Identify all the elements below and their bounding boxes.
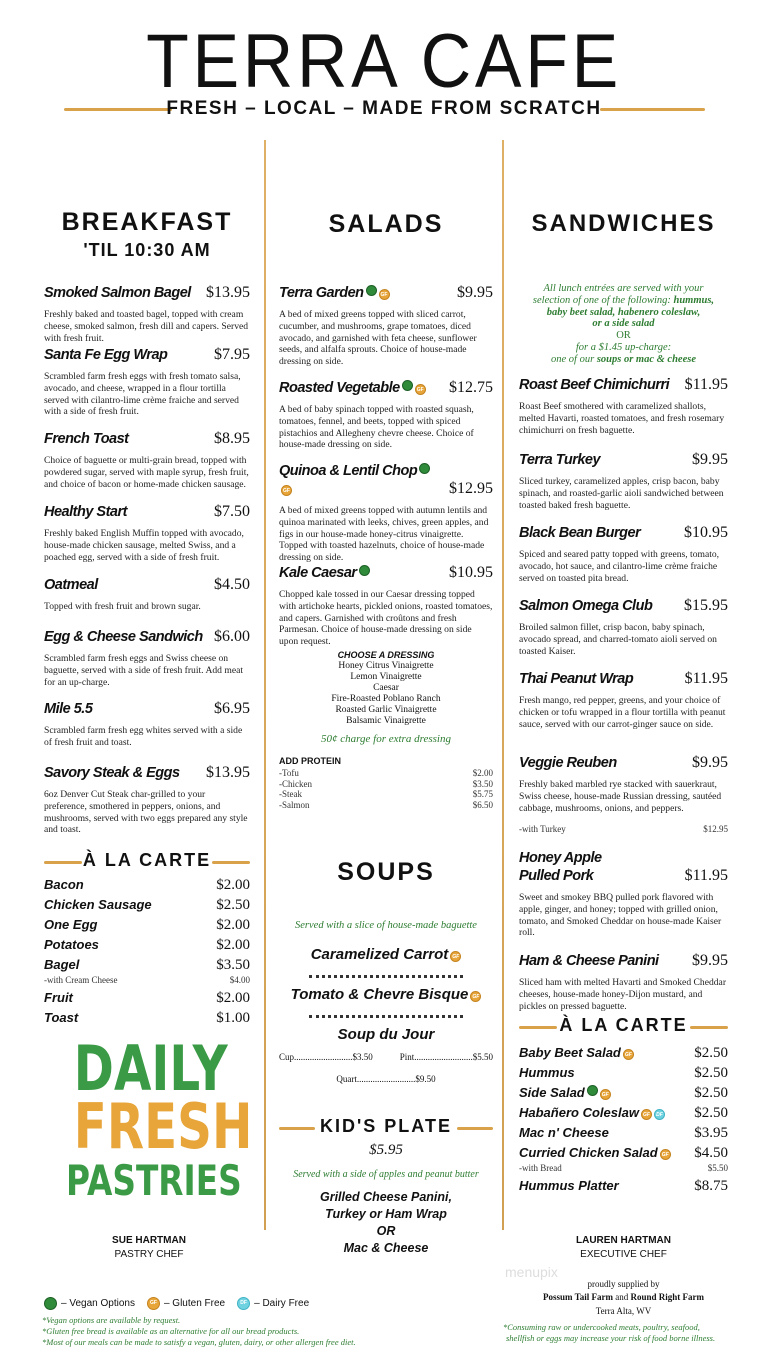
item-name: Healthy Start <box>44 504 127 520</box>
item-name: Curried Chicken Salad <box>519 1145 658 1160</box>
note-line: All lunch entrées are served with your <box>543 283 704 294</box>
item-description: A bed of mixed greens topped with autumn lentils and quinoa marinated with leeks, chives, green apples, and figs in our house-made honey-citrus vinaigrette. Topped with toasted hazelnuts, choice of house-made dressing on side. <box>279 505 489 564</box>
item-price: $13.95 <box>206 764 250 781</box>
menu-item <box>44 430 250 503</box>
supplier-farms <box>509 1292 738 1302</box>
item-header <box>44 628 250 646</box>
item-title <box>519 1065 575 1081</box>
salads-soups-column <box>279 0 493 1365</box>
note-line: OR <box>616 330 631 342</box>
item-title <box>519 952 659 970</box>
footnote: *Vegan options are available by request. <box>42 1315 181 1325</box>
item-price: $13.95 <box>206 284 250 301</box>
item-title <box>279 284 390 302</box>
item-name: Egg & Cheese Sandwich <box>44 629 203 645</box>
kids-option: Turkey or Ham Wrap <box>325 1207 447 1221</box>
dressing-option: Roasted Garlic Vinaigrette <box>335 705 437 715</box>
item-name: Terra Garden <box>279 285 364 301</box>
item-description: Scrambled farm fresh eggs and Swiss cheese on baguette, served with a side of fresh fruit. Add meat for an up-charge. <box>44 653 244 688</box>
item-price: $2.50 <box>216 897 250 913</box>
item-header <box>519 451 728 469</box>
item-price: $6.00 <box>214 628 250 645</box>
item-title <box>519 597 652 615</box>
item-option <box>519 1163 728 1173</box>
menu-item <box>519 754 728 849</box>
protein-price: $6.50 <box>472 799 493 810</box>
ala-carte-item <box>519 1105 728 1121</box>
sandwiches-column <box>505 0 728 1365</box>
protein-name: -Tofu <box>279 768 299 778</box>
dressing-option: Fire-Roasted Poblano Ranch <box>331 694 441 704</box>
item-description: Scrambled farm fresh egg whites served with a side of fresh fruit and toast. <box>44 725 243 748</box>
item-title <box>519 1145 671 1161</box>
item-title <box>44 897 152 913</box>
item-name: Side Salad <box>519 1085 585 1100</box>
item-name: Potatoes <box>44 937 99 952</box>
item-price: $2.00 <box>216 917 250 933</box>
item-price: $2.50 <box>694 1065 728 1081</box>
option-label: -with Turkey <box>519 824 566 835</box>
item-price: $2.50 <box>694 1085 728 1101</box>
exec-chef-title: EXECUTIVE CHEF <box>580 1249 667 1260</box>
item-title <box>279 564 370 582</box>
item-header <box>519 849 728 885</box>
soup-size-quart: Quart..........................$9.50 <box>336 1074 436 1084</box>
item-price: $12.95 <box>449 480 493 497</box>
menu-item <box>44 576 250 628</box>
soup-item <box>279 986 493 1003</box>
option-price: $4.00 <box>229 975 250 985</box>
item-price: $2.00 <box>216 937 250 953</box>
item-title <box>44 628 203 646</box>
ala-carte-item <box>44 917 250 933</box>
dairy-free-icon: DF <box>237 1297 250 1310</box>
item-header <box>44 700 250 718</box>
kids-option: Grilled Cheese Panini, <box>320 1190 452 1204</box>
item-description: Scrambled farm fresh eggs with fresh tomato salsa, avocado, and cheese, wrapped in a flour tortilla served with cilantro-lime crème fraiche and served with a side of fresh fruit. <box>44 371 241 418</box>
protein-option <box>279 779 493 789</box>
note-line <box>511 295 736 307</box>
item-price: $4.50 <box>214 576 250 593</box>
item-name: Hummus Platter <box>519 1178 619 1193</box>
section-title-ala-carte: À LA CARTE <box>82 850 212 870</box>
menu-item <box>519 849 728 952</box>
item-description: Sliced turkey, caramelized apples, crisp bacon, baby spinach, and roasted-garlic aioli sandwiched between toasted baked fresh baguette. <box>519 476 724 511</box>
item-description: 6oz Denver Cut Steak char-grilled to your preference, smothered in peppers, onions, and mushrooms, served with two eggs prepared any style and toast. <box>44 789 248 836</box>
item-name: French Toast <box>44 431 129 447</box>
pastries-fresh: FRESH <box>73 1090 253 1163</box>
item-name: Kale Caesar <box>279 564 357 581</box>
breakfast-items <box>44 284 250 836</box>
menu-item <box>519 670 728 754</box>
item-name: Bacon <box>44 877 84 892</box>
item-price: $1.00 <box>216 1010 250 1026</box>
dressing-option: Lemon Vinaigrette <box>350 672 422 682</box>
protein-option <box>279 800 493 810</box>
item-name: Mac n' Cheese <box>519 1125 609 1140</box>
item-price: $4.50 <box>694 1145 728 1161</box>
item-price: $9.95 <box>692 451 728 468</box>
kids-option: Mac & Cheese <box>343 1241 429 1255</box>
item-title <box>44 917 97 933</box>
item-price: $10.95 <box>449 563 493 581</box>
vegan-leaf-icon <box>402 380 413 391</box>
item-name: Smoked Salmon Bagel <box>44 285 191 301</box>
soup-size-cup: Cup..........................$3.50 <box>279 1052 373 1062</box>
ala-carte-item <box>519 1145 728 1161</box>
item-price: $9.95 <box>692 952 728 969</box>
item-title <box>519 849 644 885</box>
protein-name: -Steak <box>279 789 302 799</box>
item-description: Roast Beef smothered with caramelized shallots, melted Havarti, roasted tomatoes, and fresh rosemary chimichurri on fresh baguette. <box>519 401 725 436</box>
item-price: $9.95 <box>692 754 728 771</box>
item-price: $3.95 <box>694 1125 728 1141</box>
item-title <box>44 877 84 893</box>
ala-carte-item <box>44 957 250 973</box>
item-name: Terra Turkey <box>519 452 601 468</box>
option-price: $12.95 <box>703 824 728 835</box>
item-description: Freshly baked English Muffin topped with avocado, house-made chicken sausage, melted Swiss, and a poached egg, served with a side of fresh fruit. <box>44 528 244 563</box>
item-name: Savory Steak & Eggs <box>44 765 180 781</box>
soups-note: Served with a slice of house-made baguette <box>295 920 477 931</box>
farm-name: Possum Tail Farm <box>542 1292 613 1302</box>
item-description: Spiced and seared patty topped with greens, tomato, avocado, hot sauce, and cilantro-lime crème fraiche served on toasted pita bread. <box>519 549 720 584</box>
item-header <box>44 284 250 302</box>
note-text: one of our <box>551 353 597 365</box>
gluten-free-icon: GF <box>379 289 390 300</box>
menu-item <box>44 764 250 836</box>
item-option <box>519 824 728 836</box>
item-title <box>44 700 92 718</box>
gluten-free-icon: GF <box>470 991 481 1002</box>
item-header <box>44 764 250 782</box>
item-title <box>519 1085 611 1101</box>
item-title <box>44 957 79 973</box>
item-header <box>279 462 493 498</box>
item-title <box>519 670 633 688</box>
exec-chef-name: LAUREN HARTMAN <box>576 1235 671 1246</box>
soup-name: Soup du Jour <box>337 1026 435 1043</box>
item-name: Bagel <box>44 957 80 972</box>
item-title <box>279 379 426 397</box>
option-price: $5.50 <box>707 1163 728 1173</box>
item-header <box>44 503 250 521</box>
section-title-kids: KID'S PLATE <box>320 1116 452 1136</box>
item-name: Hummus <box>519 1065 575 1080</box>
item-title <box>519 451 600 469</box>
item-title <box>519 1125 609 1141</box>
item-header <box>279 379 493 397</box>
soup-name: Caramelized Carrot <box>310 946 449 963</box>
item-price: $10.95 <box>684 524 728 541</box>
protein-price: $3.50 <box>472 778 493 789</box>
breakfast-hours: 'TIL 10:30 AM <box>83 240 211 260</box>
item-price: $11.95 <box>684 670 728 687</box>
tagline: FRESH – LOCAL – MADE FROM SCRATCH <box>166 98 602 119</box>
item-name: Veggie Reuben <box>519 755 617 771</box>
item-price: $2.00 <box>216 990 250 1006</box>
ala-carte-item <box>519 1125 728 1141</box>
note-line: or a side salad <box>592 318 655 330</box>
dotted-separator <box>309 975 463 978</box>
vegan-leaf-icon <box>419 463 430 474</box>
item-price: $7.50 <box>214 503 250 520</box>
ala-carte-item <box>44 877 250 893</box>
gluten-free-icon: GF <box>281 485 292 496</box>
item-description: Sweet and smokey BBQ pulled pork flavored with apple, ginger, and honey; topped with grilled onion, tomato, and Smoked Cheddar on house-made Kaiser roll. <box>519 892 722 939</box>
item-name: One Egg <box>44 917 98 932</box>
menu-item <box>519 597 728 670</box>
supplier-intro: proudly supplied by <box>587 1279 660 1289</box>
item-price: $9.95 <box>457 284 493 301</box>
item-header <box>279 284 493 302</box>
section-title-lunch-ala-carte: À LA CARTE <box>559 1015 688 1035</box>
item-price: $7.95 <box>214 346 250 363</box>
restaurant-title: TERRA CAFE <box>146 19 622 104</box>
pastry-chef-name: SUE HARTMAN <box>112 1235 186 1246</box>
pastry-chef-title: PASTRY CHEF <box>114 1249 184 1260</box>
lunch-sides-note <box>511 283 736 366</box>
item-header <box>279 564 493 582</box>
item-price: $11.95 <box>684 867 728 884</box>
protein-option <box>279 768 493 778</box>
sandwich-items <box>519 376 728 1012</box>
menu-item <box>519 376 728 451</box>
protein-price: $5.75 <box>472 789 493 799</box>
item-description: Topped with fresh fruit and brown sugar. <box>44 601 201 612</box>
item-title <box>44 284 191 302</box>
item-price: $6.95 <box>214 700 250 717</box>
soup-size-pint: Pint..........................$5.50 <box>399 1052 493 1062</box>
note-line <box>511 354 736 366</box>
item-title <box>519 1178 619 1194</box>
salad-items <box>279 284 493 648</box>
pastries-daily: DAILY <box>73 1032 228 1105</box>
gluten-free-icon: GF <box>623 1049 634 1060</box>
item-title <box>44 430 129 448</box>
item-name: Mile 5.5 <box>44 701 93 717</box>
soup-name: Tomato & Chevre Bisque <box>290 986 469 1003</box>
note-text: selection of one of the following: <box>532 294 674 306</box>
gluten-free-icon: GF <box>147 1297 160 1310</box>
item-title <box>44 503 127 521</box>
protein-name: -Salmon <box>279 799 310 810</box>
legend-dairy-free: – Dairy Free <box>254 1298 310 1309</box>
item-name: Oatmeal <box>44 577 98 593</box>
food-safety-warning: shellfish or eggs may increase your risk of food borne illness. <box>506 1333 716 1343</box>
item-name: Fruit <box>44 990 73 1005</box>
ala-carte-item <box>519 1085 728 1101</box>
item-header <box>44 430 250 448</box>
food-safety-warning: *Consuming raw or undercooked meats, poultry, seafood, <box>503 1322 700 1332</box>
farm-name: Round Right Farm <box>630 1292 705 1302</box>
menu-item <box>44 503 250 576</box>
item-header <box>519 597 728 615</box>
menu-item <box>519 524 728 597</box>
item-name: Chicken Sausage <box>44 897 152 912</box>
dietary-legend <box>42 1297 309 1310</box>
vegan-leaf-icon <box>44 1297 57 1310</box>
item-description: A bed of baby spinach topped with roasted squash, tomatoes, fennel, and beets, topped with spiced pistachios and Allegheny chevre cheese. Choice of house-made dressing on side. <box>279 404 474 451</box>
kids-price: $5.95 <box>369 1142 403 1158</box>
note-line: baby beet salad, habenero coleslaw, <box>546 306 701 318</box>
item-header <box>519 376 728 394</box>
item-title <box>519 376 669 394</box>
note-line: for a $1.45 up-charge: <box>575 341 672 353</box>
menu-item <box>519 952 728 1012</box>
ala-carte-item <box>44 937 250 953</box>
menu-item <box>44 700 250 764</box>
soup-item <box>279 946 493 963</box>
item-price: $2.00 <box>216 877 250 893</box>
dressing-option: Caesar <box>373 683 399 693</box>
gluten-free-icon: GF <box>415 384 426 395</box>
legend-vegan: – Vegan Options <box>61 1298 135 1309</box>
item-price: $8.75 <box>694 1178 728 1194</box>
menu-item <box>44 284 250 346</box>
ala-carte-item <box>519 1045 728 1061</box>
item-header <box>519 670 728 688</box>
gluten-free-icon: GF <box>450 951 461 962</box>
gluten-free-icon: GF <box>660 1149 671 1160</box>
pastries-pastries: PASTRIES <box>66 1156 242 1205</box>
item-name: Habañero Coleslaw <box>519 1105 639 1120</box>
item-name: Santa Fe Egg Wrap <box>44 347 168 363</box>
item-header <box>519 754 728 772</box>
protein-name: -Chicken <box>279 778 312 789</box>
menu-item <box>44 346 250 430</box>
kids-note: Served with a side of apples and peanut butter <box>293 1169 479 1180</box>
vegan-leaf-icon <box>587 1085 598 1096</box>
item-description: Sliced ham with melted Havarti and Smoked Cheddar cheeses, house-made honey-Dijon mustard, and pickles on pressed baguette. <box>519 977 727 1012</box>
item-title <box>44 937 99 953</box>
ala-carte-item <box>44 1010 250 1026</box>
option-label: -with Bread <box>519 1163 562 1173</box>
menu-item <box>279 379 493 462</box>
dressing-option: Balsamic Vinaigrette <box>346 716 426 726</box>
footnote: *Gluten free bread is available as an alternative for all our bread products. <box>42 1326 300 1336</box>
kids-option: OR <box>376 1224 396 1238</box>
item-price: $2.50 <box>694 1105 728 1121</box>
item-name: Black Bean Burger <box>519 525 641 541</box>
menu-item <box>44 628 250 700</box>
item-price: $8.95 <box>214 430 250 447</box>
item-description: Choice of baguette or multi-grain bread, topped with powdered sugar, served with maple syrup, fresh fruit, and choice of bacon or home-made chicken sausage. <box>44 455 249 490</box>
item-option <box>44 975 250 985</box>
dotted-separator <box>309 1015 463 1018</box>
and-text: and <box>613 1292 631 1302</box>
vegan-leaf-icon <box>366 285 377 296</box>
item-title <box>519 524 640 542</box>
item-description: Broiled salmon fillet, crisp bacon, baby spinach, avocado spread, and charred-tomato aioli served on toasted Kaiser. <box>519 622 717 657</box>
ala-carte-item <box>519 1065 728 1081</box>
item-header <box>44 576 250 594</box>
item-header <box>44 346 250 364</box>
item-price: $3.50 <box>216 957 250 973</box>
menu-item <box>279 564 493 648</box>
section-title-sandwiches: SANDWICHES <box>531 210 716 237</box>
gluten-free-icon: GF <box>641 1109 652 1120</box>
item-title <box>279 462 443 498</box>
section-title-soups: SOUPS <box>337 858 435 886</box>
item-name: Quinoa & Lentil Chop <box>279 463 418 479</box>
menu-item <box>519 451 728 524</box>
dairy-free-icon: DF <box>654 1109 665 1120</box>
gluten-free-icon: GF <box>600 1089 611 1100</box>
item-name: Roast Beef Chimichurri <box>519 377 670 393</box>
column-divider <box>264 140 266 1230</box>
dressing-title: CHOOSE A DRESSING <box>337 650 435 660</box>
ala-carte-item <box>519 1178 728 1194</box>
note-bold: soups or mac & cheese <box>596 353 696 365</box>
item-description: Chopped kale tossed in our Caesar dressing topped with artichoke hearts, pickled onions, roasted tomatoes, and capers. Garnished with croûtons and fresh Parmesan. Choice of house-made dressing on side upon request. <box>279 588 493 648</box>
soup-item <box>279 1026 493 1043</box>
item-name: Thai Peanut Wrap <box>519 671 634 687</box>
section-title-breakfast: BREAKFAST <box>61 208 233 236</box>
item-description: Freshly baked and toasted bagel, topped with cream cheese, smoked salmon, fresh dill and capers. Served with fresh fruit. <box>44 309 249 344</box>
menu-item <box>279 284 493 379</box>
item-price: $12.75 <box>449 379 493 396</box>
supplier-location: Terra Alta, WV <box>595 1306 652 1316</box>
item-description: A bed of mixed greens topped with sliced carrot, cucumber, and mushrooms, grape tomatoes, diced avocado, and garnished with feta cheese, sunflower seeds, and alfalfa sprouts. Choice of house-made dressing on side. <box>279 309 477 368</box>
item-name: Roasted Vegetable <box>279 380 400 396</box>
item-title <box>44 990 73 1006</box>
item-title <box>519 1105 665 1121</box>
footnote: *Most of our meals can be made to satisfy a vegan, gluten, dairy, or other allergen free diet. <box>42 1337 356 1347</box>
column-divider <box>502 140 504 1230</box>
item-name: Ham & Cheese Panini <box>519 953 659 969</box>
vegan-leaf-icon <box>359 565 370 576</box>
protein-option <box>279 789 493 799</box>
item-header <box>519 952 728 970</box>
legend-gluten-free: – Gluten Free <box>163 1298 226 1309</box>
section-title-salads: SALADS <box>328 210 444 238</box>
item-title <box>519 754 617 772</box>
breakfast-column <box>44 0 253 1365</box>
ala-carte-item <box>44 897 250 913</box>
item-price: $2.50 <box>694 1045 728 1061</box>
protein-price: $2.00 <box>472 768 493 778</box>
item-title <box>519 1045 634 1061</box>
dressing-option: Honey Citrus Vinaigrette <box>338 661 434 671</box>
item-title <box>44 346 167 364</box>
item-price: $11.95 <box>684 376 728 393</box>
item-title <box>44 764 180 782</box>
ala-carte-item <box>44 990 250 1006</box>
item-name: Toast <box>44 1010 79 1025</box>
item-price: $15.95 <box>684 597 728 614</box>
watermark: menupix <box>505 1264 558 1280</box>
item-name: Honey Apple Pulled Pork <box>519 850 602 884</box>
item-description: Fresh mango, red pepper, greens, and your choice of chicken or tofu wrapped in a flour tortilla with peanut sauce, served with our carrot-ginger sauce on side. <box>519 695 726 730</box>
option-label: -with Cream Cheese <box>44 975 118 985</box>
protein-title: ADD PROTEIN <box>279 756 342 766</box>
menu-item <box>279 462 493 564</box>
item-name: Baby Beet Salad <box>519 1045 621 1060</box>
item-header <box>519 524 728 542</box>
note-bold: hummus, <box>673 294 715 306</box>
item-title <box>44 576 98 594</box>
item-name: Salmon Omega Club <box>519 598 653 614</box>
item-title <box>44 1010 78 1026</box>
item-description: Freshly baked marbled rye stacked with sauerkraut, Swiss cheese, house-made Russian dressing, sautéed cabbage, mushrooms, onions, and peppers. <box>519 779 722 814</box>
dressing-note: 50¢ charge for extra dressing <box>321 733 451 745</box>
